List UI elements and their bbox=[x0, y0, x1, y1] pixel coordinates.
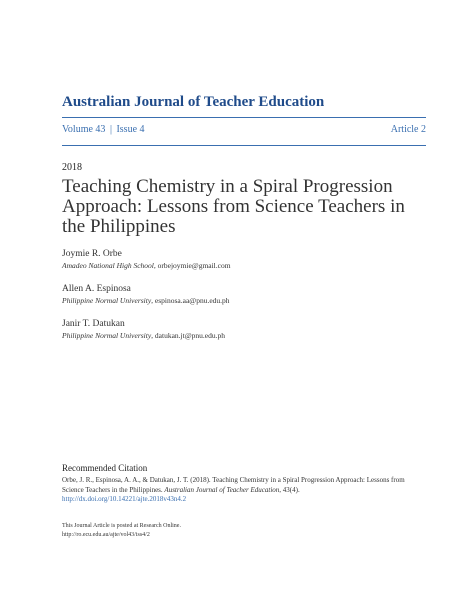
doi-link[interactable]: http://dx.doi.org/10.14221/ajte.2018v43n4.2 bbox=[62, 495, 187, 503]
citation-part2: , 43(4). bbox=[279, 485, 300, 494]
header-rule-bottom bbox=[62, 145, 426, 146]
affiliation-name: Philippine Normal University bbox=[62, 331, 152, 340]
author-email: , datukan.jt@pnu.edu.ph bbox=[151, 331, 225, 340]
footer-url-link[interactable]: http://ro.ecu.edu.au/ajte/vol43/iss4/2 bbox=[62, 531, 150, 538]
article-number-link[interactable]: Article 2 bbox=[390, 124, 426, 135]
author-list bbox=[62, 248, 432, 353]
author-email: , espinosa.aa@pnu.edu.ph bbox=[151, 296, 230, 305]
author-name: Joymie R. Orbe bbox=[62, 249, 122, 259]
citation-journal: Australian Journal of Teacher Education bbox=[164, 485, 280, 494]
affiliation-name: Philippine Normal University bbox=[62, 296, 152, 305]
publication-year: 2018 bbox=[62, 162, 82, 173]
author-name: Allen A. Espinosa bbox=[62, 284, 131, 294]
footer-posted-text: This Journal Article is posted at Research Online. bbox=[62, 523, 181, 529]
recommended-citation-heading: Recommended Citation bbox=[62, 463, 148, 473]
issue-line bbox=[62, 124, 145, 135]
author-name: Janir T. Datukan bbox=[62, 319, 125, 329]
header-rule-top bbox=[62, 117, 426, 118]
affiliation-name: Amadeo National High School bbox=[62, 261, 154, 270]
citation-part1: Orbe, J. R., Espinosa, A. A., & Datukan, J. T. (2018). Teaching Chemistry in a Spiral Progression Approach: Lessons from Science Teachers in the Philippines. bbox=[62, 476, 405, 494]
author-affiliation bbox=[62, 295, 432, 306]
article-title: Teaching Chemistry in a Spiral Progression Approach: Lessons from Science Teachers in the Philippines bbox=[62, 176, 405, 237]
author-affiliation bbox=[62, 260, 432, 271]
footer-note bbox=[62, 522, 418, 539]
citation-text bbox=[62, 476, 418, 505]
issue-link[interactable]: Issue 4 bbox=[116, 124, 145, 135]
author-entry bbox=[62, 248, 432, 271]
author-entry bbox=[62, 318, 432, 341]
author-email: , orbejoymie@gmail.com bbox=[153, 261, 231, 270]
author-affiliation bbox=[62, 330, 432, 341]
journal-title[interactable]: Australian Journal of Teacher Education bbox=[62, 94, 325, 110]
volume-link[interactable]: Volume 43 bbox=[62, 124, 106, 135]
issue-separator: | bbox=[109, 124, 112, 135]
author-entry bbox=[62, 283, 432, 306]
